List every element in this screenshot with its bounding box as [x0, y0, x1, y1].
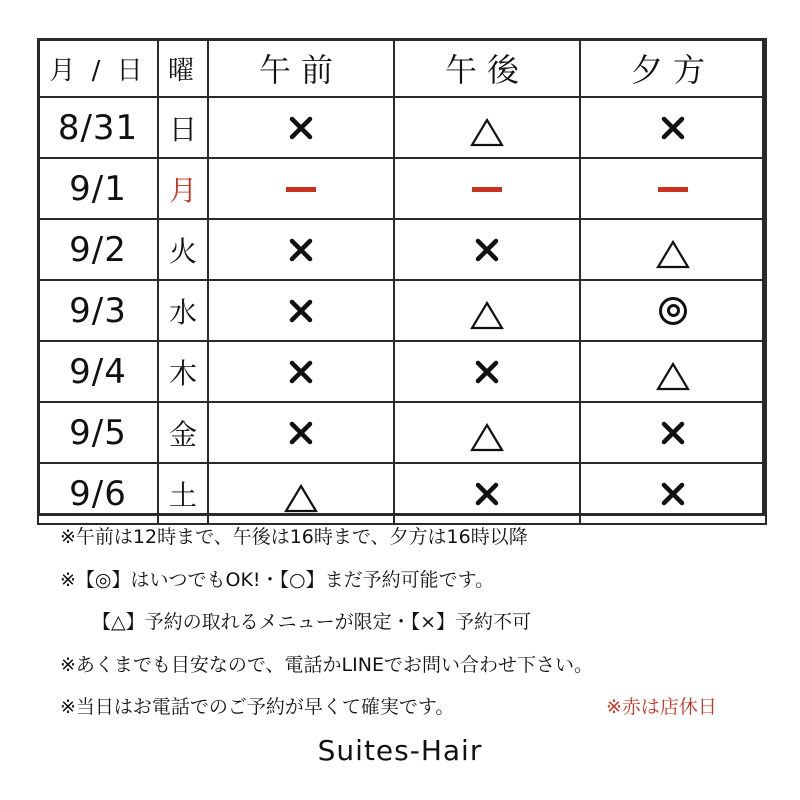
note-guidance: ※あくまでも目安なので、電話かLINEでお問い合わせ下さい。 [60, 654, 593, 676]
row-date: 9/2 [38, 219, 158, 280]
table-frame [37, 38, 765, 516]
row-date: 9/6 [38, 463, 158, 524]
row-day-of-week: 木 [158, 341, 208, 402]
header-morning: 午前 [208, 39, 394, 97]
note-legend-2: 【△】予約の取れるメニューが限定・【×】予約不可 [92, 611, 532, 633]
brand-name: Suites-Hair [317, 734, 483, 767]
row-date: 9/3 [38, 280, 158, 341]
row-date: 9/5 [38, 402, 158, 463]
note-closed-day: ※赤は店休日 [606, 696, 717, 718]
row-date: 9/4 [38, 341, 158, 402]
note-legend-1: ※【◎】はいつでもOK!・【○】まだ予約可能です。 [60, 569, 495, 591]
row-day-of-week: 火 [158, 219, 208, 280]
row-day-of-week: 土 [158, 463, 208, 524]
header-date: 月 / 日 [38, 39, 158, 97]
note-same-day: ※当日はお電話でのご予約が早くて確実です。 [60, 696, 455, 718]
row-date: 8/31 [38, 97, 158, 158]
header-day-of-week: 曜 [158, 39, 208, 97]
row-day-of-week: 日 [158, 97, 208, 158]
row-day-of-week: 金 [158, 402, 208, 463]
header-afternoon: 午後 [394, 39, 580, 97]
header-evening: 夕方 [580, 39, 766, 97]
row-date: 9/1 [38, 158, 158, 219]
row-day-of-week: 月 [158, 158, 208, 219]
note-hours: ※午前は12時まで、午後は16時まで、夕方は16時以降 [60, 526, 528, 548]
row-day-of-week: 水 [158, 280, 208, 341]
